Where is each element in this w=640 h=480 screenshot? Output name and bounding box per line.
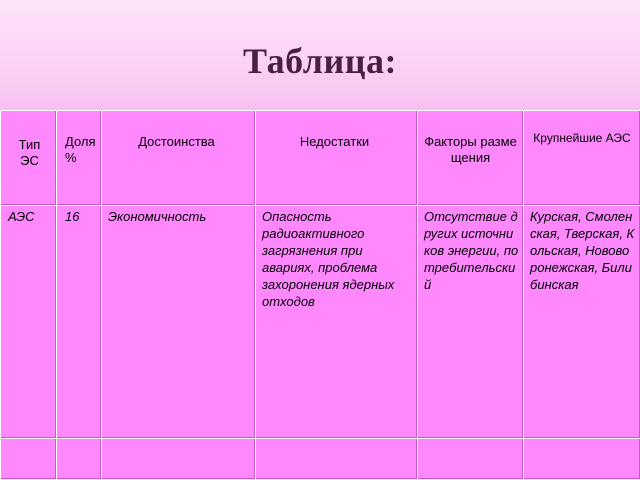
cell-advantages xyxy=(102,206,256,439)
empty-cell xyxy=(418,439,524,480)
table-header-row xyxy=(1,111,640,206)
empty-cell xyxy=(524,439,640,480)
header-disadvantages-text: Недостатки xyxy=(299,134,370,149)
empty-cell xyxy=(256,439,418,480)
cell-type-text: АЭС xyxy=(8,209,35,224)
header-share-text: Доля % xyxy=(65,134,96,165)
header-cell-advantages xyxy=(102,111,256,206)
header-factors-text: Факторы размещения xyxy=(424,134,517,165)
header-cell-disadvantages xyxy=(256,111,418,206)
header-largest-text: Крупнейшие АЭС xyxy=(533,131,631,145)
cell-share xyxy=(57,206,102,439)
empty-cell xyxy=(1,439,57,480)
power-plants-table xyxy=(0,110,640,480)
header-cell-largest xyxy=(524,111,640,206)
cell-advantages-text: Экономичность xyxy=(108,209,207,224)
empty-cell xyxy=(102,439,256,480)
header-type-text: Тип ЭС xyxy=(18,137,41,168)
cell-type xyxy=(1,206,57,439)
header-cell-type xyxy=(1,111,57,206)
page-title: Таблица: xyxy=(243,41,397,81)
table-row xyxy=(1,206,640,439)
cell-largest-text: Курская, Смоленская, Тверская, Кольская, Нововоронежская, Билибинская xyxy=(530,209,635,292)
header-advantages-text: Достоинства xyxy=(138,134,215,149)
empty-cell xyxy=(57,439,102,480)
cell-largest xyxy=(524,206,640,439)
table-empty-row xyxy=(1,439,640,480)
cell-share-text: 16 xyxy=(65,209,80,224)
cell-disadvantages-text: Опасность радиоактивного загрязнения при авариях, проблема захоронения ядерных отходов xyxy=(262,209,395,309)
header-cell-factors xyxy=(418,111,524,206)
cell-factors-text: Отсутствие других источников энергии, потребительский xyxy=(424,209,519,292)
header-cell-share xyxy=(57,111,102,206)
cell-disadvantages xyxy=(256,206,418,439)
cell-factors xyxy=(418,206,524,439)
